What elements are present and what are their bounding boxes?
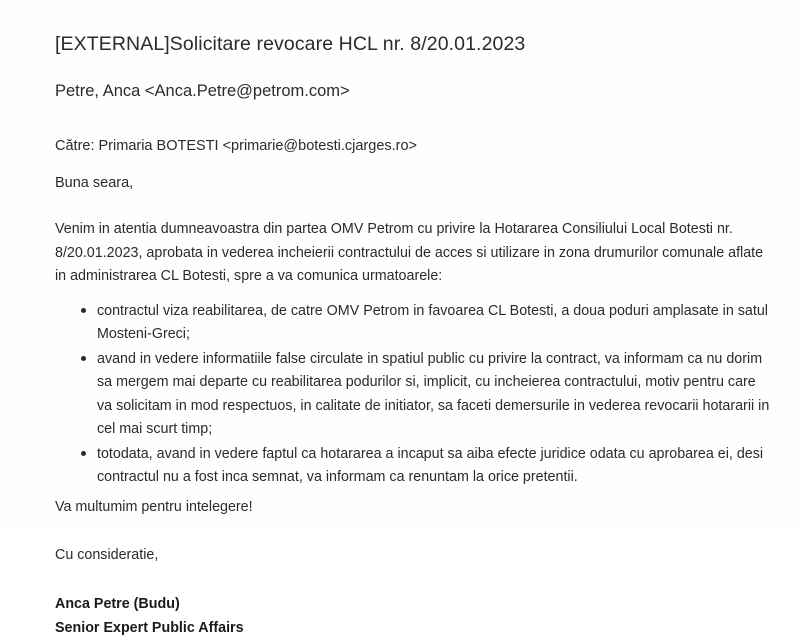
email-recipient: Către: Primaria BOTESTI <primarie@botesti.cjarges.ro> <box>55 137 418 154</box>
email-closing-line: Cu consideratie, <box>55 546 159 563</box>
list-item: contractul viza reabilitarea, de catre OMV Petrom in favoarea CL Botesti, a doua poduri amplasate in satul Mosteni-Greci; <box>97 300 770 346</box>
page-bottom-fade <box>0 528 800 534</box>
email-sender: Petre, Anca <Anca.Petre@petrom.com> <box>55 82 350 101</box>
list-item: totodata, avand in vedere faptul ca hotararea a incaput sa aiba efecte juridice odata cu aprobarea ei, desi contractul nu a fost inca semnat, va informam ca renuntam la orice pretentii. <box>97 443 770 489</box>
email-signature-name: Anca Petre (Budu) <box>55 596 180 613</box>
email-intro-paragraph: Venim in atentia dumneavoastra din partea OMV Petrom cu privire la Hotararea Consiliului Local Botesti nr. 8/20.01.2023, aprobata in vederea incheierii contractului de acces si utilizare in zona drumurilor comunale aflate in administrarea CL Botesti, spre a va comunica urmatoarele: <box>55 221 764 284</box>
email-bullet-list <box>55 300 770 489</box>
email-signature-title: Senior Expert Public Affairs <box>55 620 244 637</box>
list-item: avand in vedere informatiile false circulate in spatiul public cu privire la contract, va informam ca nu dorim sa mergem mai departe cu reabilitarea podurilor si, implicit, cu incheierea contractului, motiv pentru care va solicitam in mod respectuos, in calitate de initiator, sa faceti demersurile in vederea revocarii hotararii in cel mai scurt timp; <box>97 348 770 441</box>
email-subject: [EXTERNAL]Solicitare revocare HCL nr. 8/20.01.2023 <box>55 33 526 55</box>
email-greeting: Buna seara, <box>55 174 134 191</box>
email-thanks-line: Va multumim pentru intelegere! <box>55 499 253 516</box>
